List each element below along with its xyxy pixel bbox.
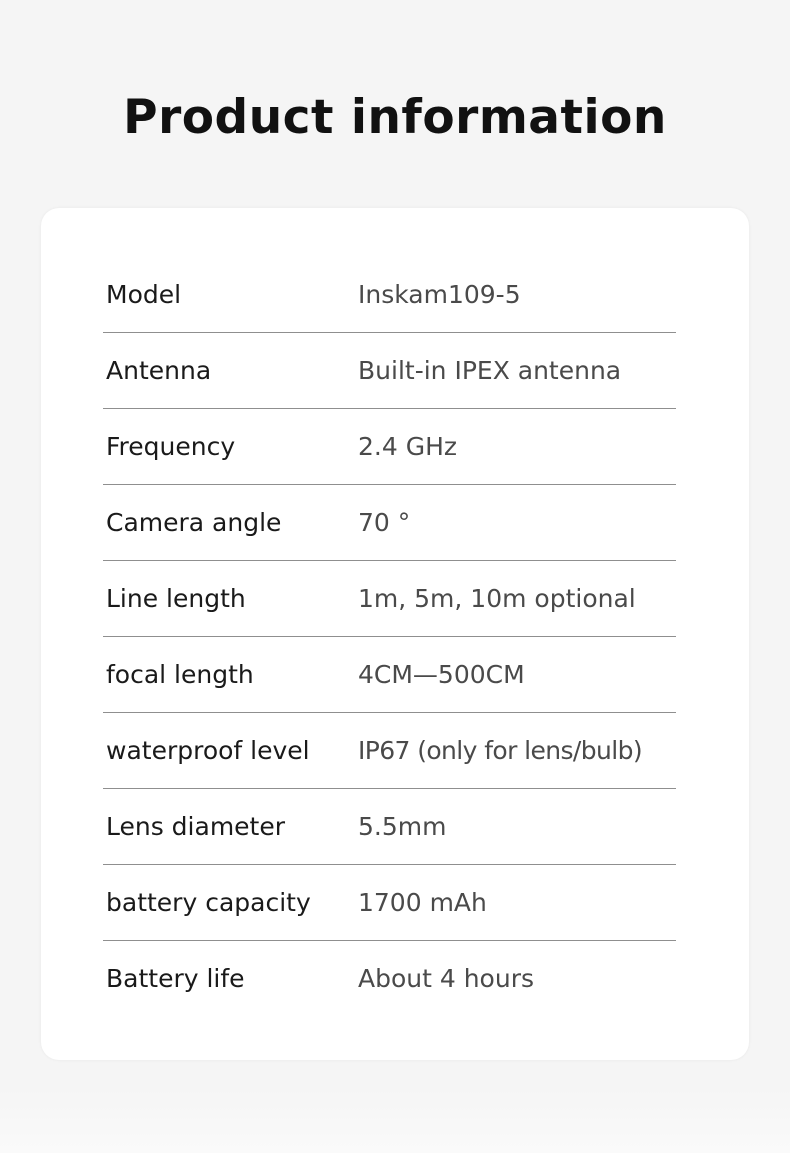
- bottom-background: [0, 1088, 790, 1153]
- spec-value: 5.5mm: [358, 812, 447, 841]
- spec-value: 70 °: [358, 508, 411, 537]
- spec-value: 2.4 GHz: [358, 432, 457, 461]
- spec-label: Lens diameter: [106, 812, 286, 841]
- spec-value: 4CM—500CM: [358, 660, 525, 689]
- spec-value: Built-in IPEX antenna: [358, 356, 622, 385]
- spec-row-model: [103, 258, 676, 333]
- spec-label: waterproof level: [106, 736, 310, 765]
- spec-label: Frequency: [106, 432, 236, 461]
- spec-row-battery-life: [103, 942, 676, 1017]
- spec-row-line-length: [103, 562, 676, 637]
- spec-table: [103, 258, 676, 1018]
- spec-label: focal length: [106, 660, 254, 689]
- spec-row-waterproof-level: [103, 714, 676, 789]
- spec-value: IP67 (only for lens/bulb): [358, 736, 643, 765]
- spec-value: About 4 hours: [358, 964, 535, 993]
- spec-row-focal-length: [103, 638, 676, 713]
- spec-row-lens-diameter: [103, 790, 676, 865]
- spec-row-battery-capacity: [103, 866, 676, 941]
- spec-label: Antenna: [106, 356, 212, 385]
- spec-value: 1m, 5m, 10m optional: [358, 584, 636, 613]
- spec-row-camera-angle: [103, 486, 676, 561]
- spec-row-antenna: [103, 334, 676, 409]
- spec-value: Inskam109-5: [358, 280, 521, 309]
- spec-label: Line length: [106, 584, 246, 613]
- spec-label: battery capacity: [106, 888, 311, 917]
- spec-label: Model: [106, 280, 182, 309]
- spec-label: Camera angle: [106, 508, 282, 537]
- spec-label: Battery life: [106, 964, 245, 993]
- spec-value: 1700 mAh: [358, 888, 487, 917]
- spec-row-frequency: [103, 410, 676, 485]
- page-title: Product information: [123, 90, 667, 145]
